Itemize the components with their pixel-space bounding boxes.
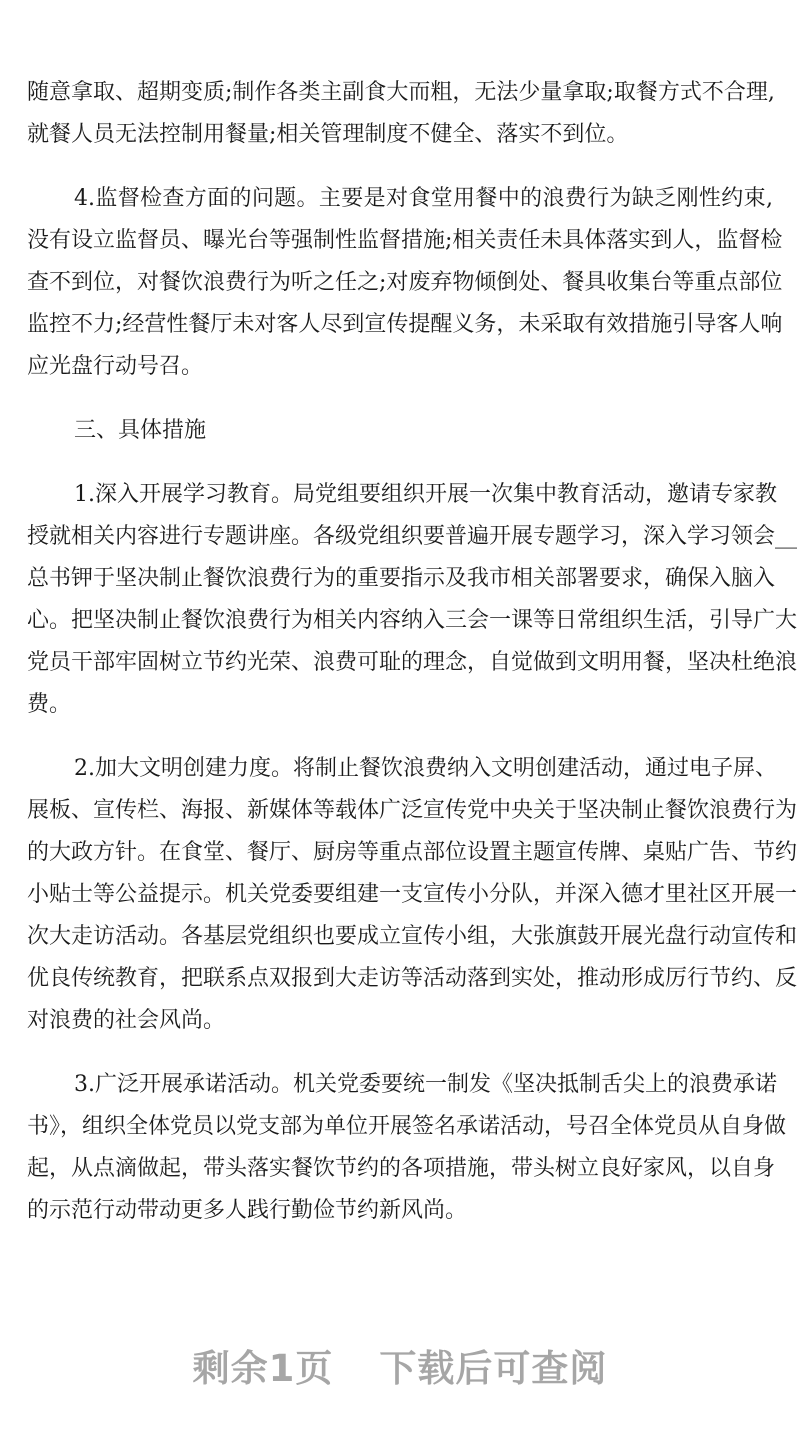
- text-line: 次大走访活动。各基层党组织也要成立宣传小组，大张旗鼓开展光盘行动宣传和: [27, 924, 798, 949]
- text-line: 应光盘行动号召。: [27, 354, 204, 379]
- text-line: 2.加大文明创建力度。将制止餐饮浪费纳入文明创建活动，通过电子屏、: [74, 756, 777, 781]
- text-line: 的大政方针。在食堂、餐厅、厨房等重点部位设置主题宣传牌、桌贴广告、节约: [27, 840, 798, 865]
- text-line: 查不到位，对餐饮浪费行为听之任之;对废弃物倾倒处、餐具收集台等重点部位: [27, 270, 783, 295]
- paragraph: [27, 72, 773, 156]
- text-line: 3.广泛开展承诺活动。机关党委要统一制发《坚决抵制舌尖上的浪费承诺: [74, 1072, 777, 1097]
- paragraph: [27, 748, 798, 1042]
- text-line: 随意拿取、超期变质;制作各类主副食大而粗，无法少量拿取;取餐方式不合理,: [27, 80, 775, 105]
- paragraph: [27, 474, 798, 726]
- remaining-pages-label: 剩余1页: [192, 1347, 334, 1390]
- document-body: [27, 72, 798, 1254]
- text-line: 授就相关内容进行专题讲座。各级党组织要普遍开展专题学习，深入学习领会__: [27, 524, 798, 549]
- text-line: 展板、宣传栏、海报、新媒体等载体广泛宣传党中央关于坚决制止餐饮浪费行为: [27, 798, 798, 823]
- text-line: 费。: [27, 692, 72, 717]
- text-line: 心。把坚决制止餐饮浪费行为相关内容纳入三会一课等日常组织生活，引导广大: [27, 608, 798, 633]
- text-line: 小贴士等公益提示。机关党委要组建一支宣传小分队，并深入德才里社区开展一: [27, 882, 798, 907]
- text-line: 监控不力;经营性餐厅未对客人尽到宣传提醒义务，未采取有效措施引导客人响: [27, 312, 783, 337]
- download-to-view-link[interactable]: 下载后可查阅: [379, 1347, 608, 1390]
- section-heading: [27, 410, 773, 452]
- text-line: 书》，组织全体党员以党支部为单位开展签名承诺活动，号召全体党员从自身做: [27, 1114, 787, 1139]
- paragraph: [27, 1064, 787, 1232]
- text-line: 起，从点滴做起，带头落实餐饮节约的各项措施，带头树立良好家风，以自身: [27, 1156, 776, 1181]
- text-line: 党员干部牢固树立节约光荣、浪费可耻的理念，自觉做到文明用餐，坚决杜绝浪: [27, 650, 798, 675]
- download-prompt[interactable]: [0, 1338, 800, 1392]
- text-line: 总书钾于坚决制止餐饮浪费行为的重要指示及我市相关部署要求，确保入脑入: [27, 566, 776, 591]
- text-line: 三、具体措施: [74, 418, 207, 443]
- text-line: 4.监督检查方面的问题。主要是对食堂用餐中的浪费行为缺乏刚性约束,: [74, 186, 773, 211]
- text-line: 1.深入开展学习教育。局党组要组织开展一次集中教育活动，邀请专家教: [74, 482, 777, 507]
- paragraph: [27, 178, 783, 388]
- text-line: 的示范行动带动更多人践行勤俭节约新风尚。: [27, 1198, 468, 1223]
- text-line: 就餐人员无法控制用餐量;相关管理制度不健全、落实不到位。: [27, 122, 629, 147]
- text-line: 对浪费的社会风尚。: [27, 1008, 226, 1033]
- text-line: 没有设立监督员、曝光台等强制性监督措施;相关责任未具体落实到人，监督检: [27, 228, 783, 253]
- text-line: 优良传统教育，把联系点双报到大走访等活动落到实处，推动形成厉行节约、反: [27, 966, 798, 991]
